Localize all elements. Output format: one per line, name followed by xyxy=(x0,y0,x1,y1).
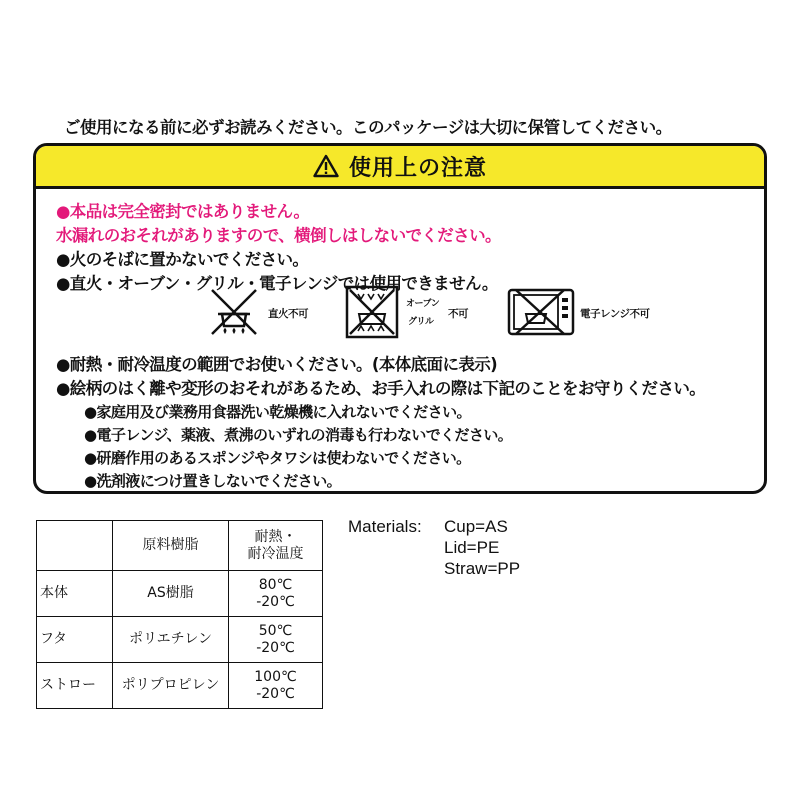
prohibition-icons xyxy=(206,284,686,344)
materials-item-lid: Lid=PE xyxy=(444,538,500,557)
care-item-dishwasher: ●家庭用及び業務用食器洗い乾燥機に入れないでください。 xyxy=(84,403,471,421)
caution-line-temperature: ●耐熱・耐冷温度の範囲でお使いください。(本体底面に表示) xyxy=(56,355,498,374)
table-header-heat: 耐熱・ xyxy=(254,528,297,545)
grill-label: グリル xyxy=(408,317,434,327)
care-item-disinfect: ●電子レンジ、薬液、煮沸のいずれの消毒も行わないでください。 xyxy=(84,426,513,444)
materials-row-cup xyxy=(348,516,520,537)
caution-line-leak: 水漏れのおそれがありますので、横倒しはしないでください。 xyxy=(56,226,501,245)
oven-label: オーブン xyxy=(406,299,440,309)
no-oven-grill-icon xyxy=(344,284,400,340)
table-cell-part: 本体 xyxy=(37,571,113,617)
table-cell-temp xyxy=(229,617,323,663)
table-row xyxy=(37,663,323,709)
materials-item-cup: Cup=AS xyxy=(444,517,508,536)
materials-list xyxy=(348,516,520,579)
table-header-row xyxy=(37,521,323,571)
caution-box xyxy=(33,143,767,494)
table-cell-heat: 100℃ xyxy=(254,668,297,685)
caution-title: 使用上の注意 xyxy=(348,155,487,181)
table-cell-part: フタ xyxy=(37,617,113,663)
care-item-abrasive: ●研磨作用のあるスポンジやタワシは使わないでください。 xyxy=(84,449,471,467)
top-note: ご使用になる前に必ずお読みください。このパッケージは大切に保管してください。 xyxy=(64,118,672,137)
no-direct-fire-icon xyxy=(206,284,262,340)
table-header-cold: 耐冷温度 xyxy=(247,545,304,562)
direct-fire-label: 直火不可 xyxy=(268,308,308,320)
materials-label: Materials: xyxy=(348,517,422,536)
table-row xyxy=(37,571,323,617)
table-cell-part: ストロー xyxy=(37,663,113,709)
table-cell-heat: 50℃ xyxy=(258,622,293,639)
table-cell-cold: -20℃ xyxy=(256,685,295,702)
material-spec-table xyxy=(36,520,323,709)
materials-item-straw: Straw=PP xyxy=(444,559,521,578)
caution-line-fire: ●火のそばに置かないでください。 xyxy=(56,250,309,269)
table-cell-cold: -20℃ xyxy=(256,593,295,610)
table-cell-cold: -20℃ xyxy=(256,639,295,656)
no-microwave-icon xyxy=(506,284,576,340)
table-cell-heat: 80℃ xyxy=(258,576,293,593)
table-header-empty xyxy=(37,521,113,571)
caution-line-care: ●絵柄のはく離や変形のおそれがあるため、お手入れの際は下記のことをお守りください。 xyxy=(56,379,706,398)
table-cell-resin: AS樹脂 xyxy=(113,571,229,617)
table-cell-resin: ポリエチレン xyxy=(113,617,229,663)
care-item-soak: ●洗剤液につけ置きしないでください。 xyxy=(84,472,341,490)
table-cell-resin: ポリプロピレン xyxy=(113,663,229,709)
table-cell-temp xyxy=(229,663,323,709)
table-row xyxy=(37,617,323,663)
caution-line-heating: ●直火・オーブン・グリル・電子レンジでは使用できません。 xyxy=(56,274,498,293)
table-header-temperature xyxy=(229,521,323,571)
microwave-label: 電子レンジ不可 xyxy=(580,308,650,320)
table-header-resin: 原料樹脂 xyxy=(113,521,229,571)
warning-triangle-icon xyxy=(313,154,339,178)
oven-grill-suffix: 不可 xyxy=(448,308,468,320)
caution-header xyxy=(36,146,764,189)
table-cell-temp xyxy=(229,571,323,617)
caution-line-not-sealed: ●本品は完全密封ではありません。 xyxy=(56,202,310,221)
